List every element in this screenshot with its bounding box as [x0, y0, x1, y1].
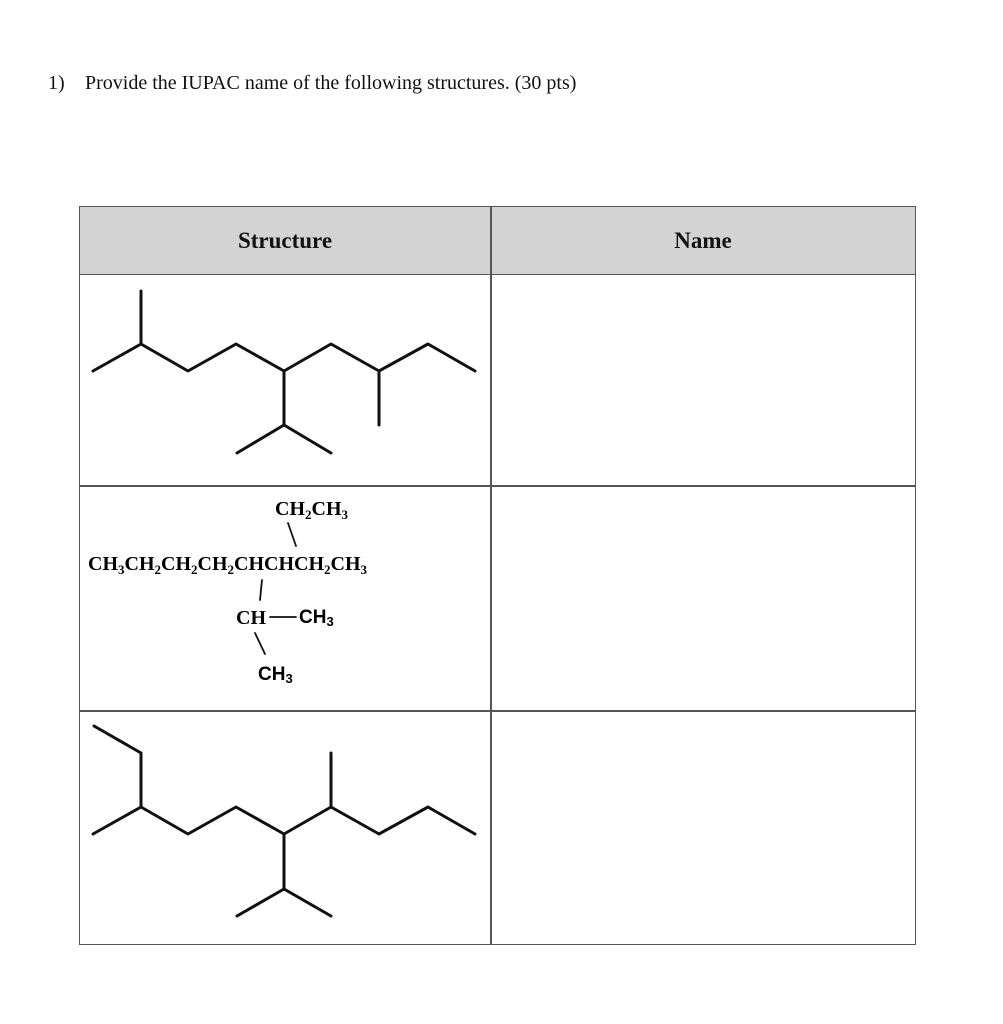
condensed-structure-bonds: [255, 523, 296, 654]
condensed-structure-2: [88, 498, 368, 686]
side-ch3-bottom-label: CH3: [258, 664, 293, 686]
skeletal-structure-1: [93, 291, 475, 453]
header-structure: Structure: [237, 227, 333, 253]
main-chain-label: $CH_3CH_2CH_2CH_2CHCHCH_2CH_3$: [88, 553, 367, 577]
question-number: 1): [48, 72, 65, 94]
top-branch-label: $CH_2CH_3$: [275, 498, 348, 522]
side-ch-label: CH: [236, 607, 266, 629]
header-name: Name: [674, 227, 732, 253]
skeletal-structure-3: [93, 726, 475, 916]
side-ch3-right-label: CH3: [299, 607, 334, 629]
question-prompt: Provide the IUPAC name of the following structures. (30 pts): [85, 72, 577, 94]
